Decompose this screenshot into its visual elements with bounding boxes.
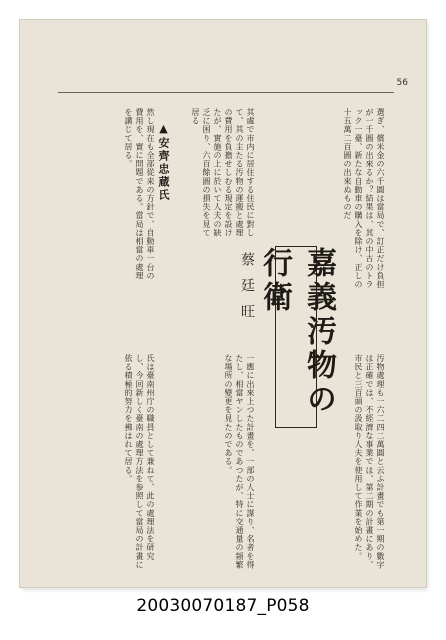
article-author: 蔡廷旺 — [239, 252, 255, 330]
section-subheading: ▲安齊忠蔵氏 — [157, 122, 170, 202]
magazine-page — [20, 20, 426, 587]
body-text-column: 汚物處理も一六二四二萬圓と云ふ計畫でも第一期の數字は正確では、不經濟な事業では、第二期の計畫にあり、市民と三百頭の汲取り人夫を使用して作業を始めた。 — [354, 354, 385, 569]
archive-caption: 20030070187_P058 — [136, 596, 310, 616]
body-text-column: 其處で市内に居住する住民に對して、其の主たる汚物の運搬と處理の費用を負擔せしむる規定を設けたが、實施の上に於いて人夫の缺乏に困り、六百餘圓の損失を見て居る — [191, 108, 255, 237]
article-title: 嘉義汚物の行衛 — [257, 247, 336, 417]
body-text-column: 然し現在も全部從来の方針で、自動車一台の費用を、實に問題である。當局は相當の處理を講じて居る。 — [124, 108, 155, 280]
header-rule — [58, 92, 394, 93]
body-text-column: 氏は臺南州庁の職員として兼ねて、此の處理法を研究し、今回新しく臺南の處理方法を参照して當局の計畫に依る積極的努力を拂はれて居る。 — [124, 354, 155, 569]
article-title-box — [257, 246, 336, 428]
body-text-column: 選ぎ、償米金の六千圓は當局で、訂正だけ負担が一千圓の出來るか？結果は、其の中古のトラック一臺、新たな自動車の購入を除け、正しの十五萬二百圓の出來ぬものだ — [343, 108, 385, 289]
page-number: 56 — [396, 78, 408, 88]
body-text-column: 一應に出來上つた計畫を、一部の人士に謀り、名者を得たし、相當ヤンしたものであつたが、特に交通量の頻繁な場所の變更を見たのである。 — [224, 354, 255, 569]
